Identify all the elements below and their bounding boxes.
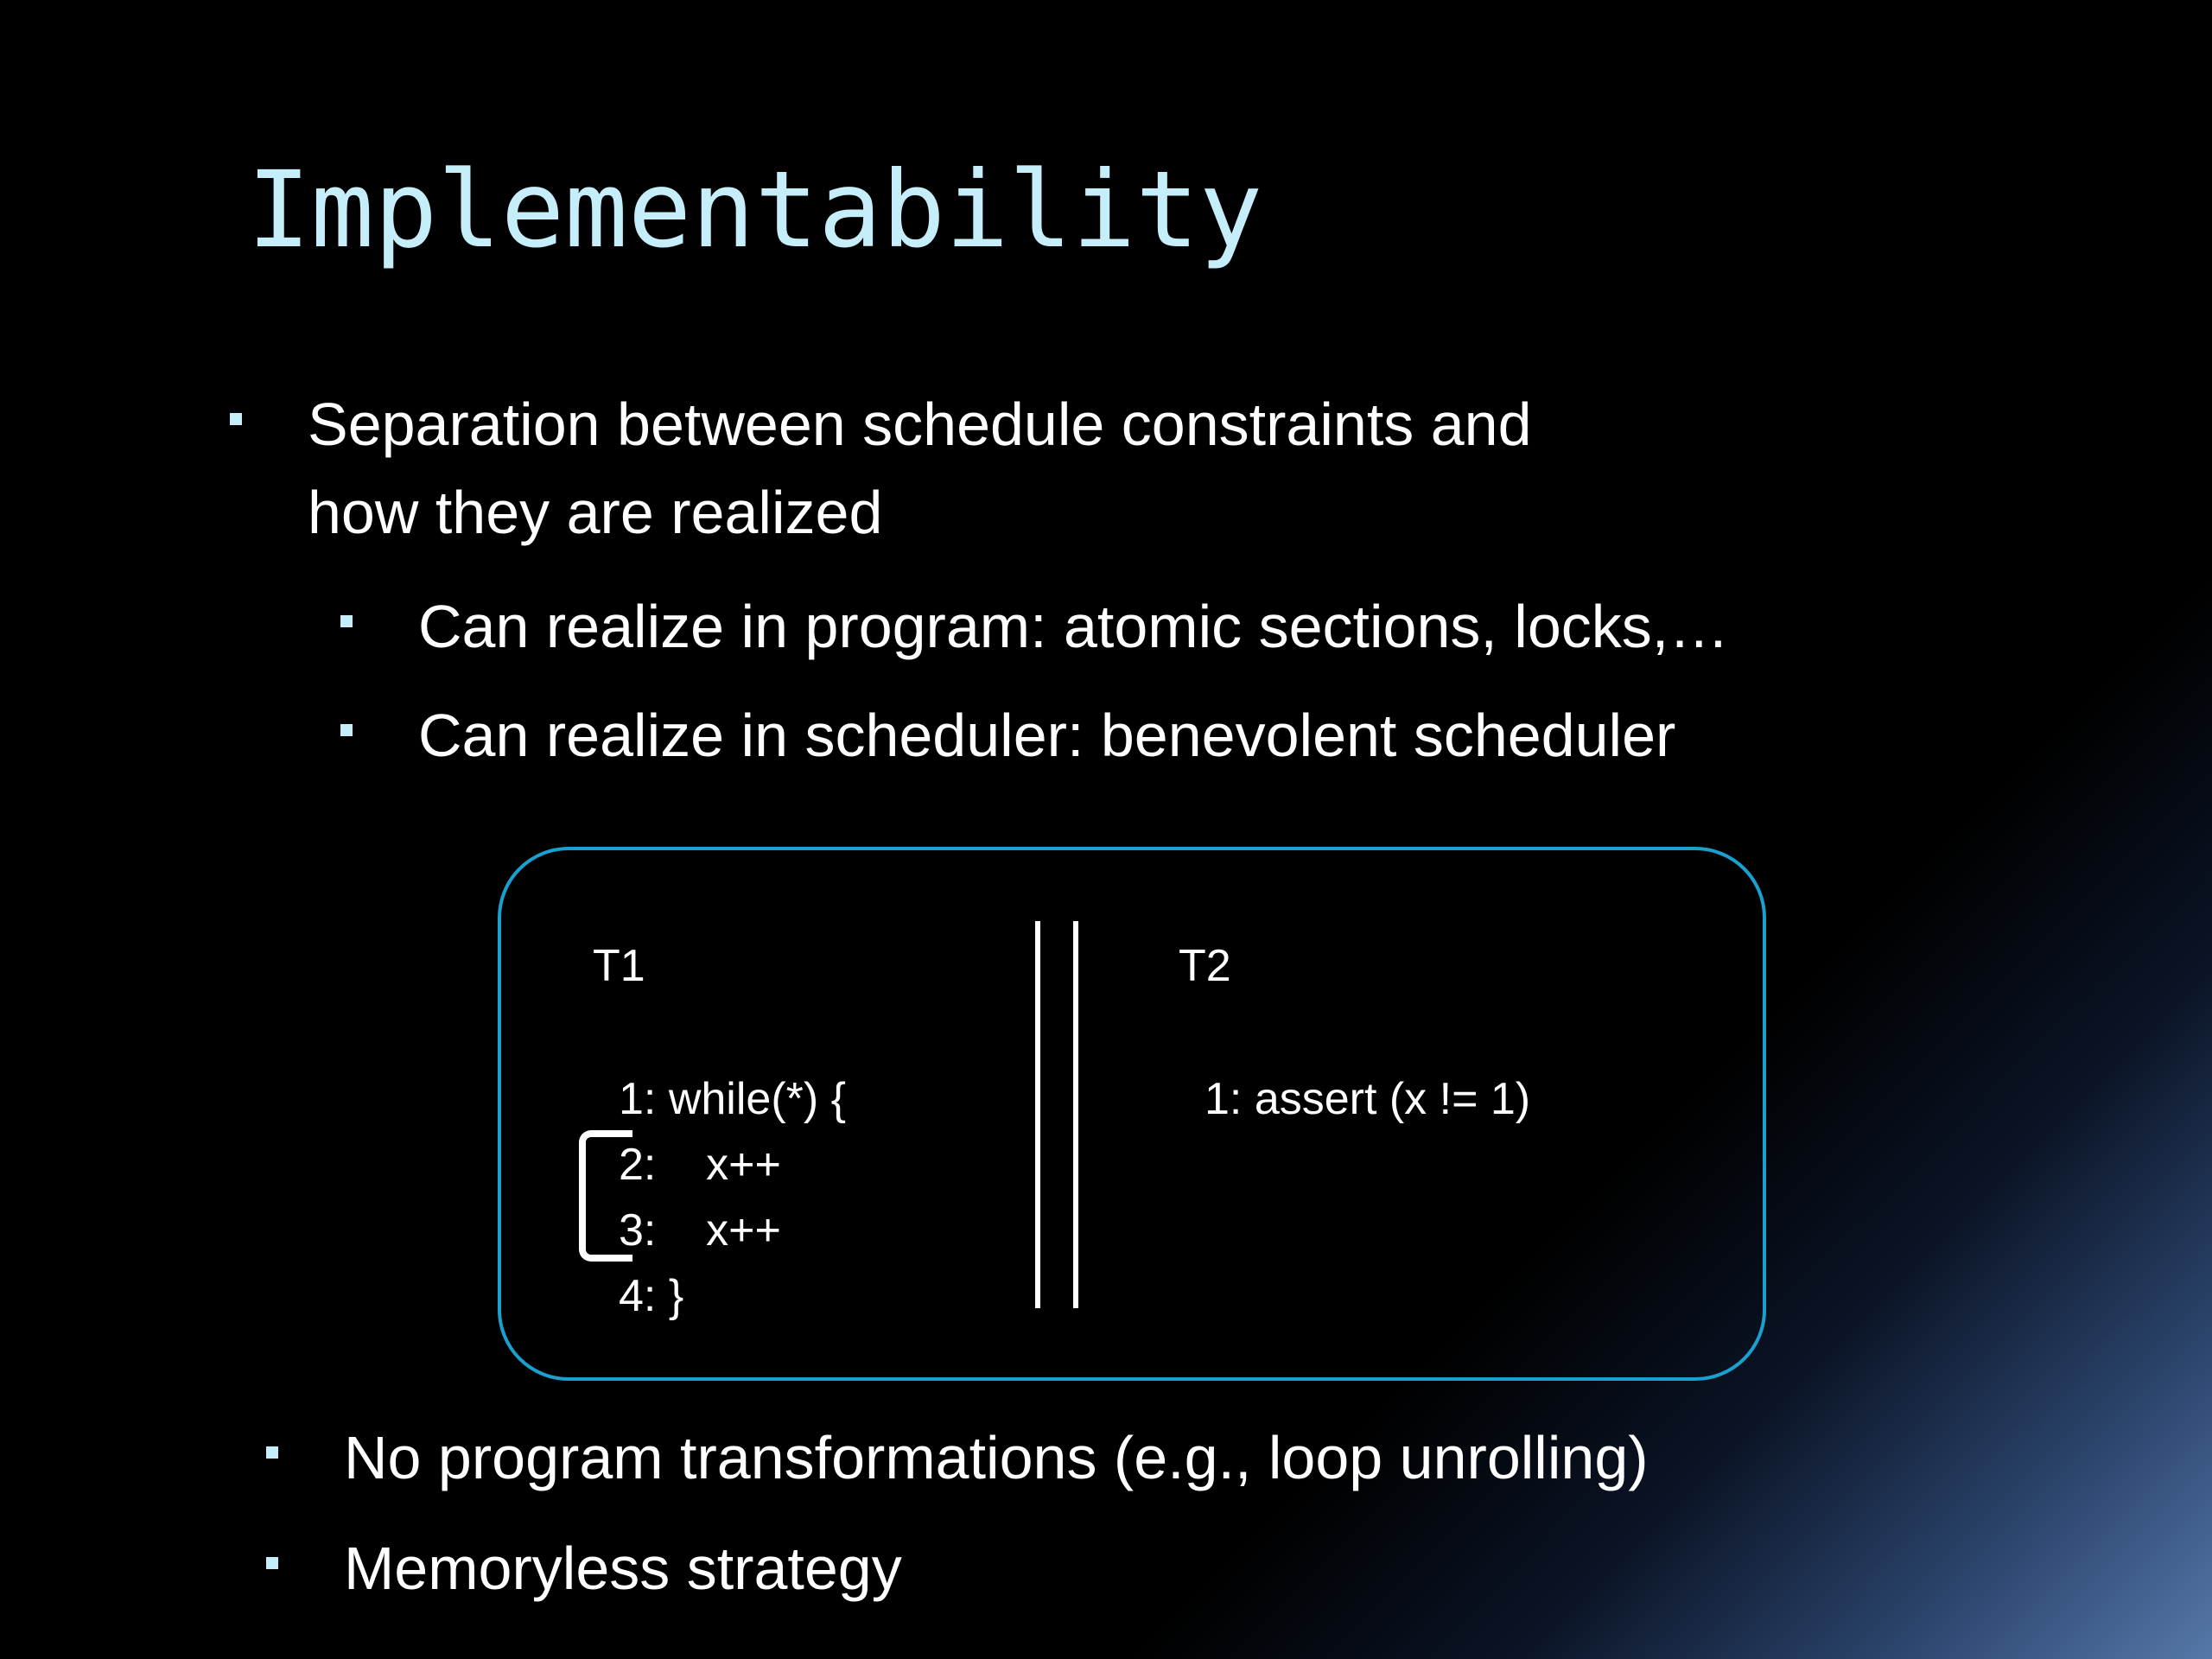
sub-bullet-square-icon (340, 615, 353, 627)
sub-bullet-scheduler: Can realize in scheduler: benevolent scheduler (418, 702, 1676, 769)
slide-title: Implementability (247, 149, 1263, 271)
parallel-separator-left (1035, 921, 1040, 1308)
thread-t1-label: T1 (593, 941, 645, 991)
parallel-separator-right (1073, 921, 1078, 1308)
bullet-memoryless: Memoryless strategy (344, 1535, 902, 1602)
atomic-section-bracket (579, 1130, 632, 1262)
t1-code-line-3: 3: x++ (619, 1205, 781, 1255)
bullet-separation-line2: how they are realized (308, 479, 883, 546)
t1-code-line-1: 1: while(*) { (619, 1074, 846, 1124)
sub-bullet-program: Can realize in program: atomic sections, locks,… (418, 593, 1730, 660)
bullet-square-icon (266, 1557, 278, 1569)
bullet-square-icon (266, 1446, 278, 1459)
sub-bullet-square-icon (340, 724, 353, 736)
bullet-separation-line1: Separation between schedule constraints and (308, 391, 1532, 458)
t2-code-line-1: 1: assert (x != 1) (1205, 1074, 1531, 1124)
bullet-square-icon (230, 413, 242, 425)
thread-t2-label: T2 (1179, 941, 1231, 991)
bullet-no-transformations: No program transformations (e.g., loop unrolling) (344, 1424, 1649, 1491)
t1-code-line-2: 2: x++ (619, 1140, 781, 1190)
t1-code-line-4: 4: } (619, 1271, 684, 1321)
